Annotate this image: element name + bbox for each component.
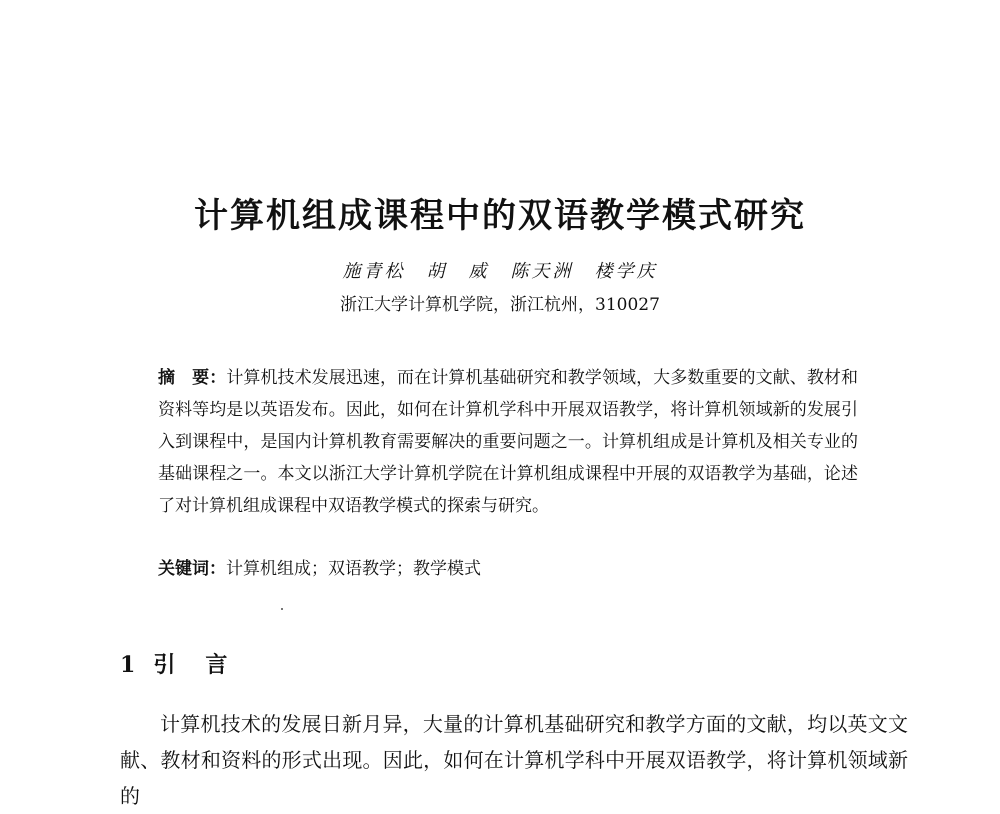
abstract bbox=[158, 362, 858, 522]
section-title: 引 言 bbox=[153, 652, 232, 678]
abstract-text: 计算机技术发展迅速，而在计算机基础研究和教学领域，大多数重要的文献、教材和资料等均是以英语发布。因此，如何在计算机学科中开展双语教学，将计算机领域新的发展引入到课程中，是国内计算机教育需要解决的重要问题之一。计算机组成是计算机及相关专业的基础课程之一。本文以浙江大学计算机学院在计算机组成课程中开展的双语教学为基础，论述了对计算机组成课程中双语教学模式的探索与研究。 bbox=[158, 368, 859, 516]
abstract-label: 摘 要： bbox=[158, 368, 227, 388]
stray-dot bbox=[281, 608, 283, 610]
section-heading bbox=[120, 648, 231, 679]
body-paragraph: 计算机技术的发展日新月异，大量的计算机基础研究和教学方面的文献，均以英文文献、教材和资料的形式出现。因此，如何在计算机学科中开展双语教学，将计算机领域新的 bbox=[120, 712, 908, 808]
keywords-label: 关键词： bbox=[158, 559, 226, 579]
keywords-text: 计算机组成；双语教学；教学模式 bbox=[226, 559, 481, 579]
authors: 施青松 胡 威 陈天洲 楼学庆 bbox=[342, 261, 658, 282]
paper-title: 计算机组成课程中的双语教学模式研究 bbox=[194, 196, 806, 236]
keywords bbox=[158, 555, 858, 583]
section-number: 1 bbox=[120, 652, 140, 678]
affiliation: 浙江大学计算机学院，浙江杭州，310027 bbox=[340, 295, 660, 315]
